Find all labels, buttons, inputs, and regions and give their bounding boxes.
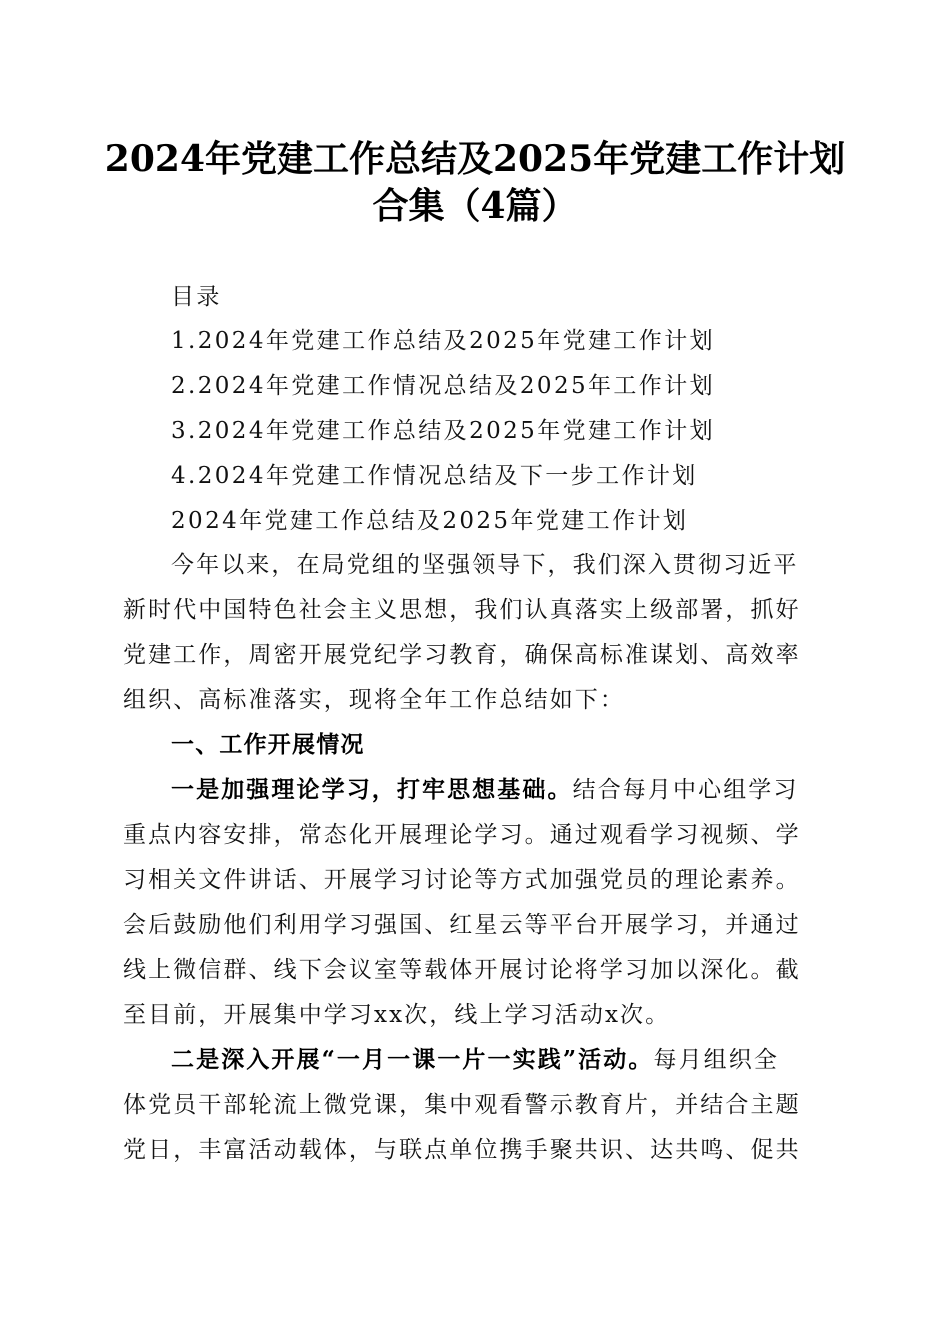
document-title-line-2: 合集（4篇） — [372, 185, 578, 227]
intro-line-3: 党建工作，周密开展党纪学习教育，确保高标准谋划、高效率 — [123, 642, 801, 668]
para2-line-1 — [171, 1045, 881, 1075]
toc-label: 目录 — [171, 284, 222, 310]
intro-line-2: 新时代中国特色社会主义思想，我们认真落实上级部署，抓好 — [123, 597, 801, 623]
para2-lead: 二是深入开展“一月一课一片一实践”活动。 — [171, 1046, 654, 1073]
para1-line-2: 重点内容安排，常态化开展理论学习。通过观看学习视频、学 — [123, 822, 801, 848]
intro-line-1: 今年以来，在局党组的坚强领导下，我们深入贯彻习近平 — [171, 552, 799, 578]
para1-line-6: 至目前，开展集中学习xx次，线上学习活动x次。 — [123, 1002, 671, 1028]
para2-first-rest: 每月组织全 — [653, 1047, 779, 1073]
para2-line-3: 党日，丰富活动载体，与联点单位携手聚共识、达共鸣、促共 — [123, 1137, 801, 1163]
para1-lead: 一是加强理论学习，打牢思想基础。 — [171, 776, 573, 803]
para1-line-1 — [171, 775, 881, 805]
article-title: 2024年党建工作总结及2025年党建工作计划 — [171, 508, 689, 534]
intro-line-4: 组织、高标准落实，现将全年工作总结如下： — [123, 687, 625, 713]
para1-line-4: 会后鼓励他们利用学习强国、红星云等平台开展学习，并通过 — [123, 912, 801, 938]
para1-line-3: 习相关文件讲话、开展学习讨论等方式加强党员的理论素养。 — [123, 867, 801, 893]
para2-line-2: 体党员干部轮流上微党课，集中观看警示教育片，并结合主题 — [123, 1092, 801, 1118]
toc-item-1: 1.2024年党建工作总结及2025年党建工作计划 — [171, 328, 716, 354]
section-heading: 一、工作开展情况 — [171, 732, 365, 758]
toc-item-4: 4.2024年党建工作情况总结及下一步工作计划 — [171, 463, 698, 489]
toc-item-3: 3.2024年党建工作总结及2025年党建工作计划 — [171, 418, 716, 444]
document-title-line-1: 2024年党建工作总结及2025年党建工作计划 — [104, 138, 846, 180]
para1-first-rest: 结合每月中心组学习 — [572, 777, 799, 803]
para1-line-5: 线上微信群、线下会议室等载体开展讨论将学习加以深化。截 — [123, 957, 801, 983]
toc-item-2: 2.2024年党建工作情况总结及2025年工作计划 — [171, 373, 716, 399]
